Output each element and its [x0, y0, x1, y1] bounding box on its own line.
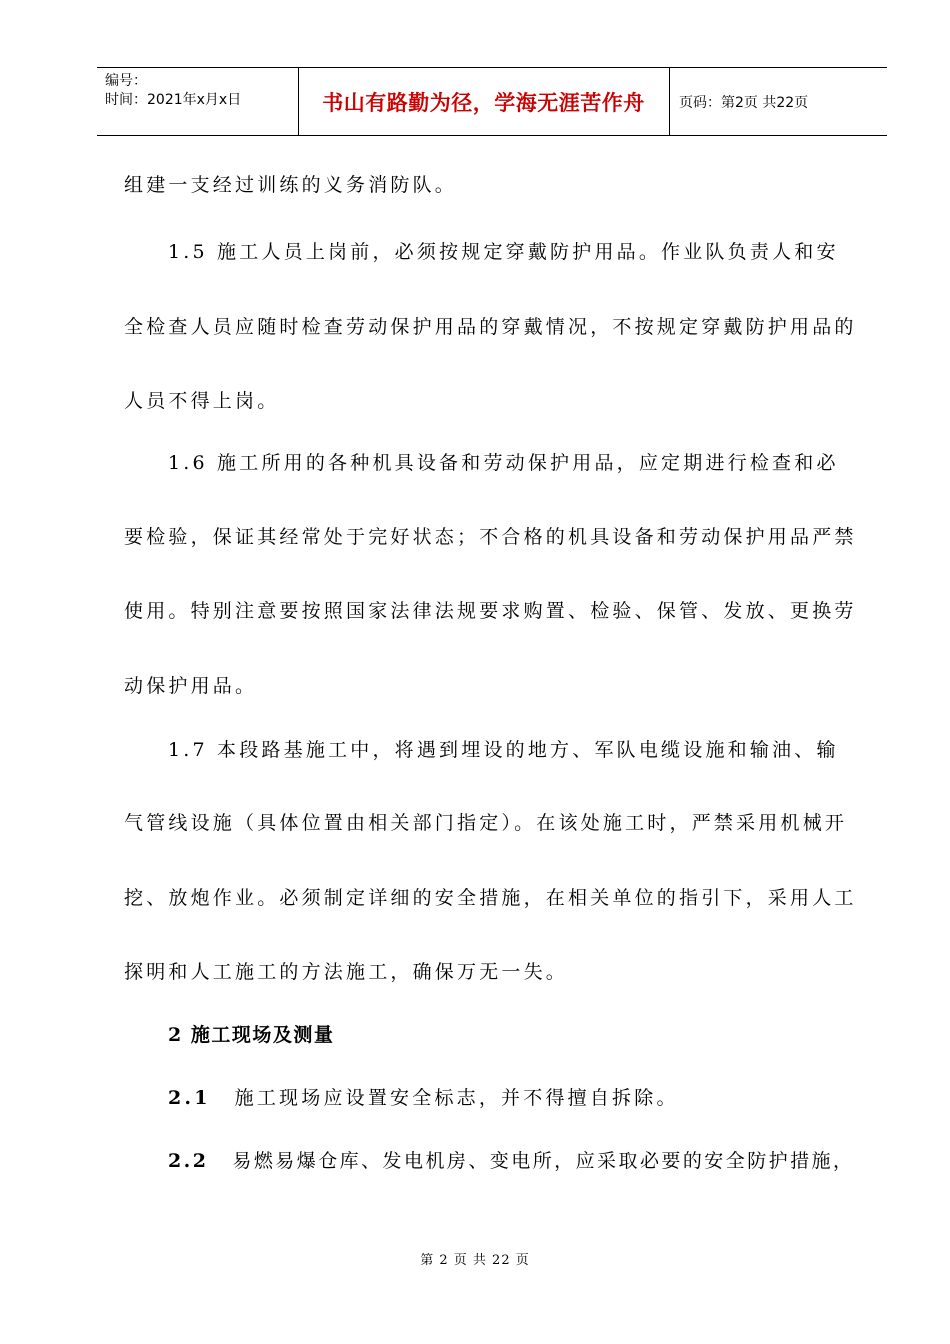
body-line: 全检查人员应随时检查劳动保护用品的穿戴情况，不按规定穿戴防护用品的 [124, 316, 857, 338]
clause-text: 施工现场应设置安全标志，并不得擅自拆除。 [234, 1087, 679, 1109]
document-header [97, 67, 887, 136]
clause-line [168, 1146, 854, 1173]
code-label: 编号： [105, 73, 147, 89]
body-line: 1.6 施工所用的各种机具设备和劳动保护用品，应定期进行检查和必 [168, 452, 839, 474]
body-line: 动保护用品。 [124, 675, 258, 697]
body-line: 气管线设施（具体位置由相关部门指定）。在该处施工时，严禁采用机械开 [124, 812, 848, 834]
header-meta [105, 72, 241, 110]
body-line: 人员不得上岗。 [124, 390, 280, 412]
clause-number: 2.2 [168, 1150, 209, 1172]
body-line: 1.5 施工人员上岗前，必须按规定穿戴防护用品。作业队负责人和安 [168, 241, 839, 263]
date-label: 时间：2021年x月x日 [105, 92, 242, 108]
header-page-label: 页码：第2页 共22页 [679, 94, 809, 111]
body-line: 探明和人工施工的方法施工，确保万无一失。 [124, 961, 569, 983]
clause-line [168, 1083, 679, 1110]
section-heading: 2 施工现场及测量 [168, 1024, 335, 1046]
body-line: 使用。特别注意要按照国家法律法规要求购置、检验、保管、发放、更换劳 [124, 600, 857, 622]
page-footer: 第 2 页 共 22 页 [420, 1253, 530, 1268]
body-line: 1.7 本段路基施工中，将遇到埋设的地方、军队电缆设施和输油、输 [168, 739, 839, 761]
body-line: 挖、放炮作业。必须制定详细的安全措施，在相关单位的指引下，采用人工 [124, 887, 857, 909]
header-motto: 书山有路勤为径，学海无涯苦作舟 [322, 90, 645, 115]
body-line: 组建一支经过训练的义务消防队。 [124, 174, 458, 196]
clause-number: 2.1 [168, 1087, 211, 1109]
body-line: 要检验，保证其经常处于完好状态；不合格的机具设备和劳动保护用品严禁 [124, 526, 857, 548]
clause-text: 易燃易爆仓库、发电机房、变电所，应采取必要的安全防护措施， [232, 1150, 855, 1172]
header-divider [669, 68, 670, 135]
